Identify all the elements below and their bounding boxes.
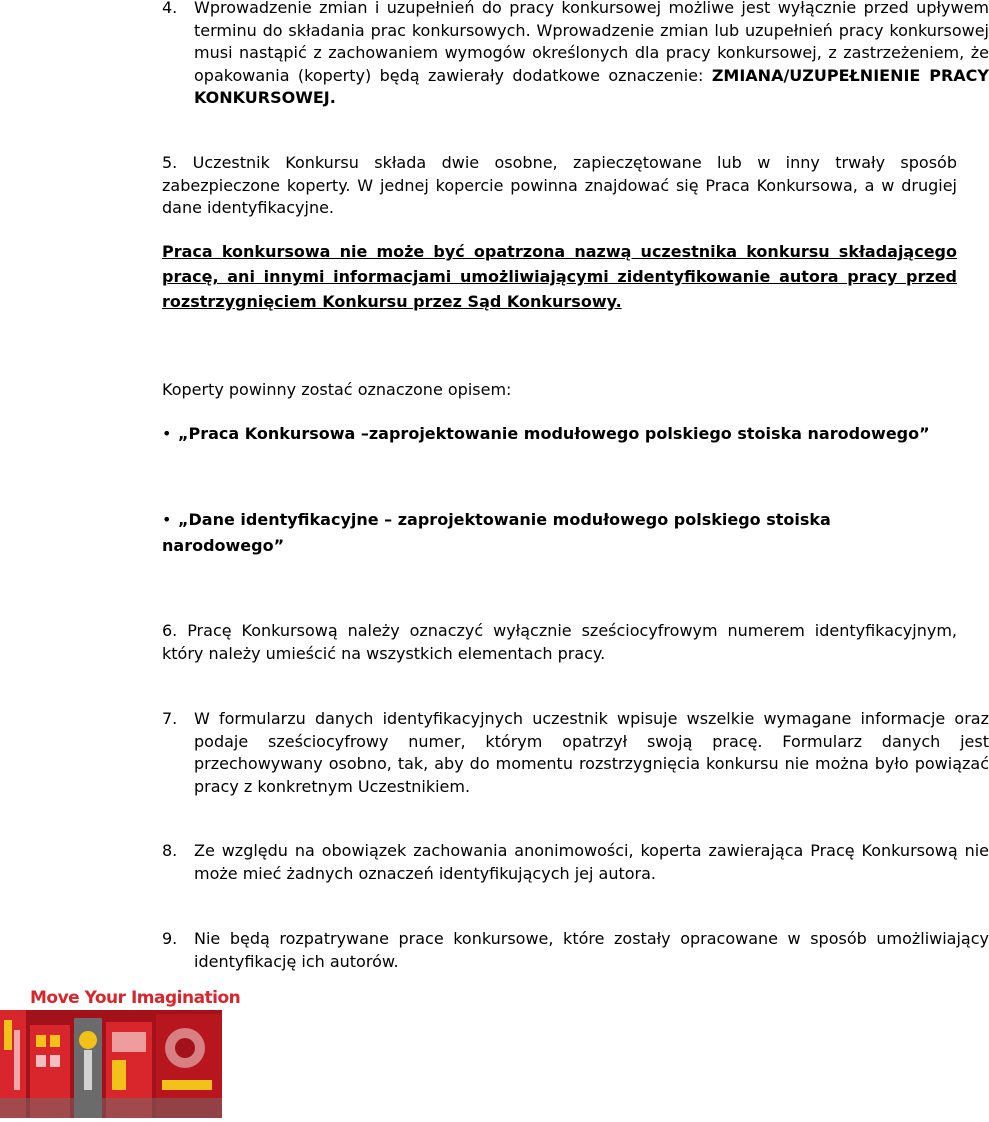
bullet-text-1: „Praca Konkursowa –zaprojektowanie modułowego polskiego stoiska narodowego” bbox=[178, 424, 930, 443]
paragraph-9-number: 9. bbox=[162, 929, 178, 948]
move-your-imagination-logo bbox=[0, 980, 241, 1118]
bullet-text-2: „Dane identyfikacyjne – zaprojektowanie modułowego polskiego stoiska narodowego” bbox=[162, 510, 831, 555]
paragraph-5 bbox=[162, 152, 957, 220]
bullet-icon: • bbox=[162, 424, 172, 443]
paragraph-9-text: Nie będą rozpatrywane prace konkursowe, które zostały opracowane w sposób umożliwiający identyfikację ich autorów. bbox=[194, 929, 989, 971]
paragraph-8-text: Ze względu na obowiązek zachowania anonimowości, koperta zawierająca Pracę Konkursową nie może mieć żadnych oznaczeń identyfikujących jej autora. bbox=[194, 841, 989, 883]
logo-slogan: Move Your Imagination bbox=[30, 988, 241, 1008]
paragraph-6 bbox=[162, 620, 957, 665]
paragraph-7-number: 7. bbox=[162, 709, 178, 728]
paragraph-9 bbox=[162, 928, 989, 973]
paragraph-4 bbox=[162, 0, 989, 110]
paragraph-8 bbox=[162, 840, 989, 885]
bullet-item-2 bbox=[162, 507, 882, 559]
bullet-item-1 bbox=[162, 421, 957, 447]
paragraph-4-text: Wprowadzenie zmian i uzupełnień do pracy konkursowej możliwe jest wyłącznie przed upływem terminu do składania prac konkursowych. Wprowadzenie zmian lub uzupełnień pracy konkursowej musi nastąpić z zachowaniem wymogów określonych dla pracy konkursowej, z zastrzeżeniem, że opakowania (koperty) będą zawierały dodatkowe oznaczenie: bbox=[194, 0, 989, 85]
paragraph-4-number: 4. bbox=[162, 0, 178, 17]
paragraph-8-number: 8. bbox=[162, 841, 178, 860]
paragraph-7 bbox=[162, 708, 989, 798]
paragraph-7-text: W formularzu danych identyfikacyjnych uczestnik wpisuje wszelkie wymagane informacje oraz podaje sześciocyfrowy numer, którym opatrzył swoją pracę. Formularz danych jest przechowywany osobno, tak, aby do momentu rozstrzygnięcia konkursu nie można było powiązać pracy z konkretnym Uczestnikiem. bbox=[194, 709, 989, 796]
paragraph-4-marking: ZMIANA/UZUPEŁNIENIE PRACY KONKURSOWEJ. bbox=[194, 65, 989, 107]
anonymity-warning: Praca konkursowa nie może być opatrzona nazwą uczestnika konkursu składającego pracę, ani innymi informacjami umożliwiającymi zidentyfikowanie autora pracy przed rozstrzygnięciem Konkursu przez Sąd Konkursowy. bbox=[162, 242, 957, 311]
envelopes-intro: Koperty powinny zostać oznaczone opisem: bbox=[162, 380, 512, 399]
paragraph-6-text: 6. Pracę Konkursową należy oznaczyć wyłącznie sześciocyfrowym numerem identyfikacyjnym, który należy umieścić na wszystkich elementach pracy. bbox=[162, 621, 957, 663]
bullet-icon: • bbox=[162, 510, 172, 529]
paragraph-5-text: 5. Uczestnik Konkursu składa dwie osobne, zapieczętowane lub w inny trwały sposób zabezpieczone koperty. W jednej kopercie powinna znajdować się Praca Konkursowa, a w drugiej dane identyfikacyjne. bbox=[162, 153, 957, 217]
